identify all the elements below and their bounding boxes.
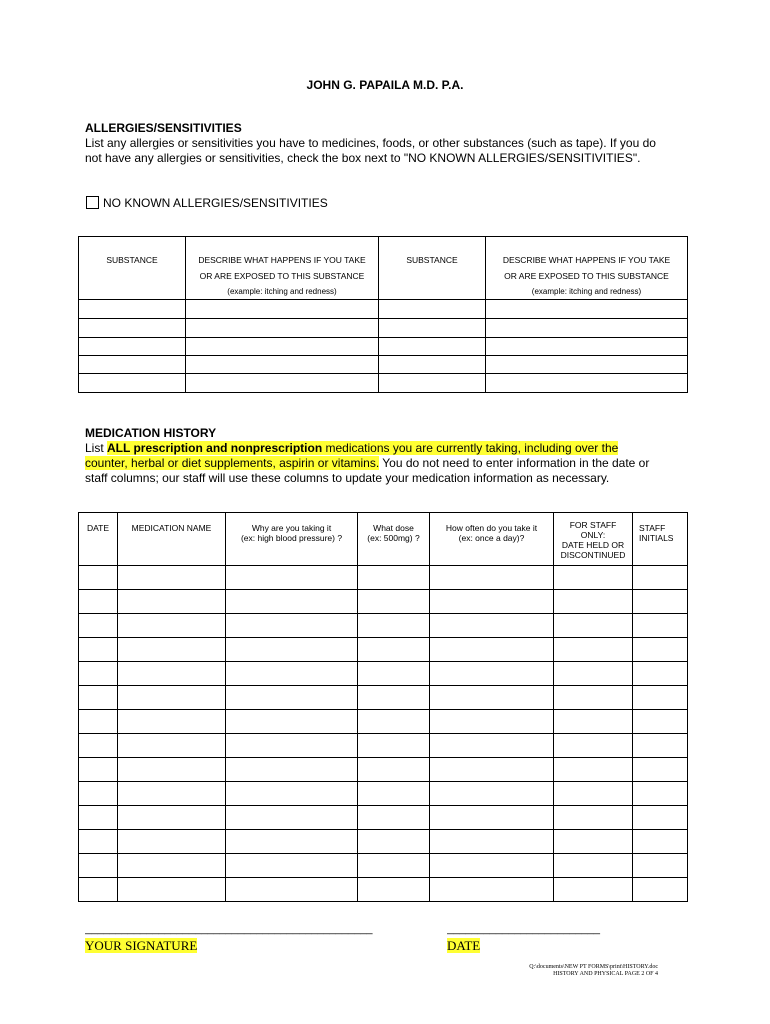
- table-row: [79, 782, 688, 806]
- why-header: Why are you taking it (ex: high blood pressure) ?: [226, 513, 358, 566]
- medication-cell[interactable]: [430, 878, 554, 902]
- medication-cell[interactable]: [554, 614, 633, 638]
- medication-cell[interactable]: [554, 830, 633, 854]
- allergy-cell[interactable]: [379, 356, 486, 374]
- medication-cell[interactable]: [358, 806, 430, 830]
- medication-cell[interactable]: [430, 782, 554, 806]
- medication-cell[interactable]: [118, 710, 226, 734]
- medication-cell[interactable]: [118, 830, 226, 854]
- medication-cell[interactable]: [430, 638, 554, 662]
- table-row: [79, 566, 688, 590]
- allergy-cell[interactable]: [379, 374, 486, 393]
- medication-cell[interactable]: [430, 806, 554, 830]
- allergies-heading: ALLERGIES/SENSITIVITIES: [85, 121, 242, 135]
- medication-cell[interactable]: [226, 878, 358, 902]
- medication-cell[interactable]: [358, 734, 430, 758]
- medication-cell[interactable]: [118, 806, 226, 830]
- medication-cell[interactable]: [633, 758, 688, 782]
- medication-cell[interactable]: [226, 566, 358, 590]
- medication-cell[interactable]: [430, 734, 554, 758]
- medication-cell[interactable]: [633, 566, 688, 590]
- medication-cell[interactable]: [554, 806, 633, 830]
- medication-cell[interactable]: [633, 590, 688, 614]
- allergy-cell[interactable]: [379, 300, 486, 319]
- footer: [529, 964, 658, 978]
- allergy-cell[interactable]: [186, 300, 379, 319]
- medication-cell[interactable]: [430, 710, 554, 734]
- medication-cell[interactable]: [633, 782, 688, 806]
- table-row: [79, 830, 688, 854]
- table-row: [79, 806, 688, 830]
- medication-cell[interactable]: [79, 710, 118, 734]
- medication-cell[interactable]: [430, 614, 554, 638]
- medication-cell[interactable]: [118, 878, 226, 902]
- medication-cell[interactable]: [358, 710, 430, 734]
- allergy-cell[interactable]: [379, 319, 486, 338]
- medication-cell[interactable]: [226, 686, 358, 710]
- medication-cell[interactable]: [118, 566, 226, 590]
- medication-cell[interactable]: [430, 758, 554, 782]
- allergy-cell[interactable]: [486, 356, 688, 374]
- table-row: [79, 662, 688, 686]
- medication-cell[interactable]: [79, 758, 118, 782]
- allergy-cell[interactable]: [79, 356, 186, 374]
- medication-intro-pre: List: [85, 441, 108, 455]
- frequency-header: How often do you take it (ex: once a day)?: [430, 513, 554, 566]
- medication-cell[interactable]: [430, 566, 554, 590]
- table-row: [79, 614, 688, 638]
- no-known-allergies-option[interactable]: [86, 196, 328, 211]
- table-row: [79, 758, 688, 782]
- medication-cell[interactable]: [226, 854, 358, 878]
- medication-cell[interactable]: [554, 758, 633, 782]
- medication-instructions: [85, 441, 653, 486]
- medication-intro-highlight: medications you are currently taking, including over the counter, herbal or diet supplements, aspirin or vitamins.: [85, 441, 619, 470]
- footer-page: HISTORY AND PHYSICAL PAGE 2 OF 4: [553, 971, 658, 977]
- staff-initials-header: STAFF INITIALS: [633, 513, 688, 566]
- medication-cell[interactable]: [633, 710, 688, 734]
- medication-cell[interactable]: [554, 638, 633, 662]
- medication-cell[interactable]: [633, 614, 688, 638]
- medication-cell[interactable]: [118, 638, 226, 662]
- medication-cell[interactable]: [358, 758, 430, 782]
- dose-header: What dose (ex: 500mg) ?: [358, 513, 430, 566]
- staff-only-header: FOR STAFF ONLY: DATE HELD OR DISCONTINUED: [554, 513, 633, 566]
- medication-cell[interactable]: [226, 806, 358, 830]
- medication-cell[interactable]: [226, 614, 358, 638]
- table-row: [79, 854, 688, 878]
- medication-cell[interactable]: [79, 782, 118, 806]
- table-row: [79, 590, 688, 614]
- table-row: [79, 734, 688, 758]
- medication-cell[interactable]: [79, 638, 118, 662]
- table-row: [79, 878, 688, 902]
- signature-label: YOUR SIGNATURE: [85, 938, 198, 953]
- signature-line[interactable]: _______________________________________________: [85, 923, 373, 935]
- medication-cell[interactable]: [358, 662, 430, 686]
- describe-header: DESCRIBE WHAT HAPPENS IF YOU TAKE OR ARE EXPOSED TO THIS SUBSTANCE (example: itching and redness): [186, 237, 379, 300]
- medication-cell[interactable]: [430, 686, 554, 710]
- medication-cell[interactable]: [554, 566, 633, 590]
- medication-cell[interactable]: [358, 854, 430, 878]
- medication-cell[interactable]: [226, 638, 358, 662]
- medication-cell[interactable]: [633, 662, 688, 686]
- medication-cell[interactable]: [226, 782, 358, 806]
- medication-cell[interactable]: [554, 854, 633, 878]
- medication-cell[interactable]: [79, 878, 118, 902]
- medication-cell[interactable]: [79, 854, 118, 878]
- medication-cell[interactable]: [118, 782, 226, 806]
- date-header: DATE: [79, 513, 118, 566]
- medication-cell[interactable]: [358, 830, 430, 854]
- medication-cell[interactable]: [118, 686, 226, 710]
- table-row: [79, 356, 688, 374]
- allergy-cell[interactable]: [79, 338, 186, 356]
- allergies-instructions: List any allergies or sensitivities you have to medicines, foods, or other substances (such as tape). If you do not have any allergies or sensitivities, check the box next to "NO KNOWN ALLERGIES/SENSITIVITIES".: [85, 136, 656, 165]
- allergy-cell[interactable]: [186, 338, 379, 356]
- table-row: [79, 319, 688, 338]
- medication-cell[interactable]: [430, 662, 554, 686]
- table-row: [79, 338, 688, 356]
- table-row: [79, 300, 688, 319]
- medication-cell[interactable]: [358, 686, 430, 710]
- allergy-cell[interactable]: [486, 319, 688, 338]
- medication-cell[interactable]: [79, 614, 118, 638]
- medication-cell[interactable]: [633, 854, 688, 878]
- table-row: [79, 638, 688, 662]
- medication-cell[interactable]: [554, 686, 633, 710]
- medication-cell[interactable]: [79, 734, 118, 758]
- medication-cell[interactable]: [633, 734, 688, 758]
- medication-cell[interactable]: [554, 710, 633, 734]
- medication-cell[interactable]: [118, 614, 226, 638]
- allergy-cell[interactable]: [186, 356, 379, 374]
- medication-cell[interactable]: [633, 806, 688, 830]
- allergy-cell[interactable]: [486, 300, 688, 319]
- medication-cell[interactable]: [226, 830, 358, 854]
- no-known-allergies-label: NO KNOWN ALLERGIES/SENSITIVITIES: [103, 196, 328, 210]
- medication-cell[interactable]: [358, 878, 430, 902]
- medication-cell[interactable]: [633, 686, 688, 710]
- medication-cell[interactable]: [118, 854, 226, 878]
- medication-intro-post: You do not need to enter information in the date or staff columns; our staff will use these columns to update your medication information as necessary.: [85, 456, 650, 485]
- medication-cell[interactable]: [358, 614, 430, 638]
- medication-cell[interactable]: [79, 686, 118, 710]
- describe-header: DESCRIBE WHAT HAPPENS IF YOU TAKE OR ARE EXPOSED TO THIS SUBSTANCE (example: itching and redness): [486, 237, 688, 300]
- allergies-header-row: [79, 237, 688, 300]
- allergy-cell[interactable]: [79, 374, 186, 393]
- medication-heading: MEDICATION HISTORY: [85, 426, 217, 440]
- medication-table: [78, 512, 688, 902]
- medication-cell[interactable]: [226, 710, 358, 734]
- allergy-cell[interactable]: [186, 374, 379, 393]
- medication-intro-bold: ALL prescription and nonprescription: [107, 441, 323, 455]
- allergy-cell[interactable]: [186, 319, 379, 338]
- medication-cell[interactable]: [79, 830, 118, 854]
- medication-cell[interactable]: [633, 638, 688, 662]
- document-title: JOHN G. PAPAILA M.D. P.A.: [306, 78, 464, 92]
- medication-cell[interactable]: [118, 590, 226, 614]
- medication-cell[interactable]: [358, 590, 430, 614]
- allergy-cell[interactable]: [379, 338, 486, 356]
- medication-cell[interactable]: [118, 662, 226, 686]
- medication-cell[interactable]: [554, 782, 633, 806]
- date-line[interactable]: _________________________: [447, 923, 600, 935]
- medication-cell[interactable]: [118, 734, 226, 758]
- medication-cell[interactable]: [430, 830, 554, 854]
- medication-cell[interactable]: [633, 830, 688, 854]
- medication-cell[interactable]: [430, 854, 554, 878]
- footer-path: Q:\documents\NEW PT FORMS\print\HISTORY.doc: [529, 964, 658, 970]
- medication-cell[interactable]: [554, 590, 633, 614]
- medication-cell[interactable]: [79, 806, 118, 830]
- medication-name-header: MEDICATION NAME: [118, 513, 226, 566]
- medication-cell[interactable]: [554, 734, 633, 758]
- allergy-cell[interactable]: [79, 300, 186, 319]
- table-row: [79, 710, 688, 734]
- no-known-allergies-checkbox[interactable]: [86, 196, 99, 209]
- medication-header-row: [79, 513, 688, 566]
- medication-cell[interactable]: [79, 662, 118, 686]
- medication-cell[interactable]: [554, 878, 633, 902]
- table-row: [79, 374, 688, 393]
- medication-cell[interactable]: [358, 782, 430, 806]
- medication-cell[interactable]: [633, 878, 688, 902]
- substance-header: SUBSTANCE: [79, 237, 186, 300]
- medication-cell[interactable]: [226, 758, 358, 782]
- medication-cell[interactable]: [358, 566, 430, 590]
- table-row: [79, 686, 688, 710]
- allergies-table: [78, 236, 688, 393]
- substance-header: SUBSTANCE: [379, 237, 486, 300]
- medication-cell[interactable]: [226, 662, 358, 686]
- allergy-cell[interactable]: [79, 319, 186, 338]
- medication-cell[interactable]: [118, 758, 226, 782]
- medication-cell[interactable]: [358, 638, 430, 662]
- medication-cell[interactable]: [554, 662, 633, 686]
- medication-cell[interactable]: [79, 566, 118, 590]
- medication-cell[interactable]: [226, 734, 358, 758]
- medication-cell[interactable]: [226, 590, 358, 614]
- medication-cell[interactable]: [430, 590, 554, 614]
- medication-cell[interactable]: [79, 590, 118, 614]
- allergy-cell[interactable]: [486, 338, 688, 356]
- allergy-cell[interactable]: [486, 374, 688, 393]
- date-label: DATE: [447, 938, 481, 953]
